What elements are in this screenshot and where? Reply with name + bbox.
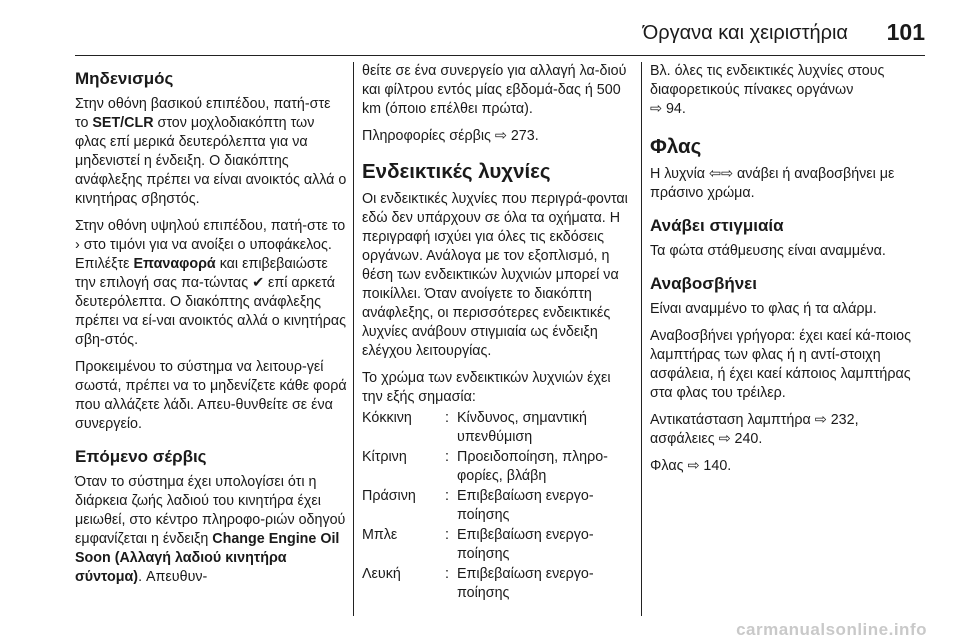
paragraph: Οι ενδεικτικές λυχνίες που περιγρά-φονται εδώ δεν υπάρχουν σε όλα τα οχήματα. Η περιγραφή ισχύει για όλες τις εκδόσεις οργάνων. Ανάλογα με τον εξοπλισμό, η θέση των ενδεικτικών λυχνιών μπορεί να ποικίλλει. Όταν ανοίγετε το διακόπτη ανάφλεξης, οι περισσότερες ενδεικτικές λυχνίες ανάβουν στιγμιαία ως ένδειξη ελέγχου λειτουργίας.	[362, 191, 628, 359]
turn-signal-icon: ⇦⇨	[709, 166, 733, 182]
page-number: 101	[886, 19, 925, 45]
column-2	[362, 62, 635, 604]
page-reference-link[interactable]: ⇨ 94	[650, 101, 682, 117]
paragraph: Όταν το σύστημα έχει υπολογίσει ότι η διάρκεια ζωής λαδιού του κινητήρα έχει μειωθεί, στο κέντρο πληροφο-ριών οδηγού εμφανίζεται η ένδειξη Change Engine Oil Soon (Αλλαγή λαδιού κινητήρα σύντομα). Απευθυν-	[75, 474, 346, 585]
paragraph: Το χρώμα των ενδεικτικών λυχνιών έχει την εξής σημασία:	[362, 370, 611, 405]
page-reference-link[interactable]: ⇨ 232	[814, 412, 855, 428]
paragraph: Η λυχνία ⇦⇨ ανάβει ή αναβοσβήνει με πράσινο χρώμα.	[650, 166, 895, 201]
page-title: Όργανα και χειριστήρια	[642, 22, 848, 44]
table-row: Μπλε : Επιβεβαίωση ενεργο-ποίησης	[362, 527, 594, 562]
paragraph: Στην οθόνη βασικού επιπέδου, πατή-στε το SET/CLR στον μοχλοδιακόπτη των φλας επί μερικά δευτερόλεπτα για να μηδενιστεί η ένδειξη. Ο διακόπτης ανάφλεξης πρέπει να είναι ανοικτός αλλά ο κινητήρας σβηστός.	[75, 96, 347, 207]
heading-reset: Μηδενισμός	[75, 69, 174, 88]
paragraph: Αναβοσβήνει γρήγορα: έχει καεί κά-ποιος λαμπτήρας των φλας ή η αντί-στοιχη ασφάλεια, ή έχει καεί κάποιος λαμπτήρας στα φλας του τρέιλερ.	[650, 328, 912, 401]
chevron-right-icon: ›	[75, 237, 80, 253]
column-divider	[641, 62, 642, 616]
heading-turn-signal: Φλας	[650, 135, 702, 158]
column-divider	[353, 62, 354, 616]
paragraph: Τα φώτα στάθμευσης είναι αναμμένα.	[650, 243, 886, 259]
heading-warning-lights: Ενδεικτικές λυχνίες	[362, 160, 551, 183]
column-3	[650, 62, 925, 484]
checkmark-icon: ✔	[252, 275, 265, 291]
header-rule	[75, 55, 925, 56]
heading-flashing: Αναβοσβήνει	[650, 274, 757, 293]
paragraph: Πληροφορίες σέρβις ⇨ 273.	[362, 128, 539, 144]
heading-next-service: Επόμενο σέρβις	[75, 447, 207, 466]
color-meaning-table	[362, 409, 635, 604]
reset-option-label: Επαναφορά	[133, 256, 216, 272]
table-row: Πράσινη : Επιβεβαίωση ενεργο-ποίησης	[362, 488, 594, 523]
page-reference-link[interactable]: ⇨ 240	[718, 431, 759, 447]
paragraph: Βλ. όλες τις ενδεικτικές λυχνίες στους διαφορετικούς πίνακες οργάνων ⇨ 94.	[650, 63, 885, 117]
set-clr-label: SET/CLR	[92, 115, 154, 131]
paragraph: Προκειμένου το σύστημα να λειτουρ-γεί σωστά, πρέπει να το μηδενίζετε κάθε φορά που αλλάζετε λάδι. Απευ-θυνθείτε σε ένα συνεργείο.	[75, 359, 347, 432]
paragraph: Είναι αναμμένο το φλας ή τα αλάρμ.	[650, 301, 877, 317]
table-row: Κόκκινη : Κίνδυνος, σημαντική υπενθύμιση	[362, 410, 587, 445]
table-row: Κίτρινη : Προειδοποίηση, πληρο-φορίες, βλάβη	[362, 449, 608, 484]
column-1	[75, 62, 347, 595]
page-reference-link[interactable]: ⇨ 273	[494, 128, 535, 144]
page-header	[0, 0, 960, 56]
paragraph: Φλας ⇨ 140.	[650, 458, 732, 474]
oil-message-label: Change Engine Oil Soon (Αλλαγή λαδιού κινητήρα σύντομα)	[75, 531, 340, 585]
page-reference-link[interactable]: ⇨ 140	[687, 458, 728, 474]
table-row: Λευκή : Επιβεβαίωση ενεργο-ποίησης	[362, 566, 594, 601]
paragraph: θείτε σε ένα συνεργείο για αλλαγή λα-διού και φίλτρου εντός μίας εβδομά-δας ή 500 km (όποιο επέλθει πρώτα).	[362, 63, 627, 117]
paragraph: Στην οθόνη υψηλού επιπέδου, πατή-στε το › στο τιμόνι για να ανοίξει ο υποφάκελος. Επιλέξτε Επαναφορά και επιβεβαιώστε την επιλογή σας πα-τώντας ✔ επί αρκετά δευτερόλεπτα. Ο διακόπτης ανάφλεξης πρέπει να εί-ναι ανοικτός αλλά ο κινητήρας σβη-στός.	[75, 218, 346, 348]
heading-lights-briefly: Ανάβει στιγμιαία	[650, 216, 784, 235]
watermark: carmanualsonline.info	[736, 620, 927, 639]
paragraph: Αντικατάσταση λαμπτήρα ⇨ 232, ασφάλειες ⇨ 240.	[650, 412, 859, 447]
